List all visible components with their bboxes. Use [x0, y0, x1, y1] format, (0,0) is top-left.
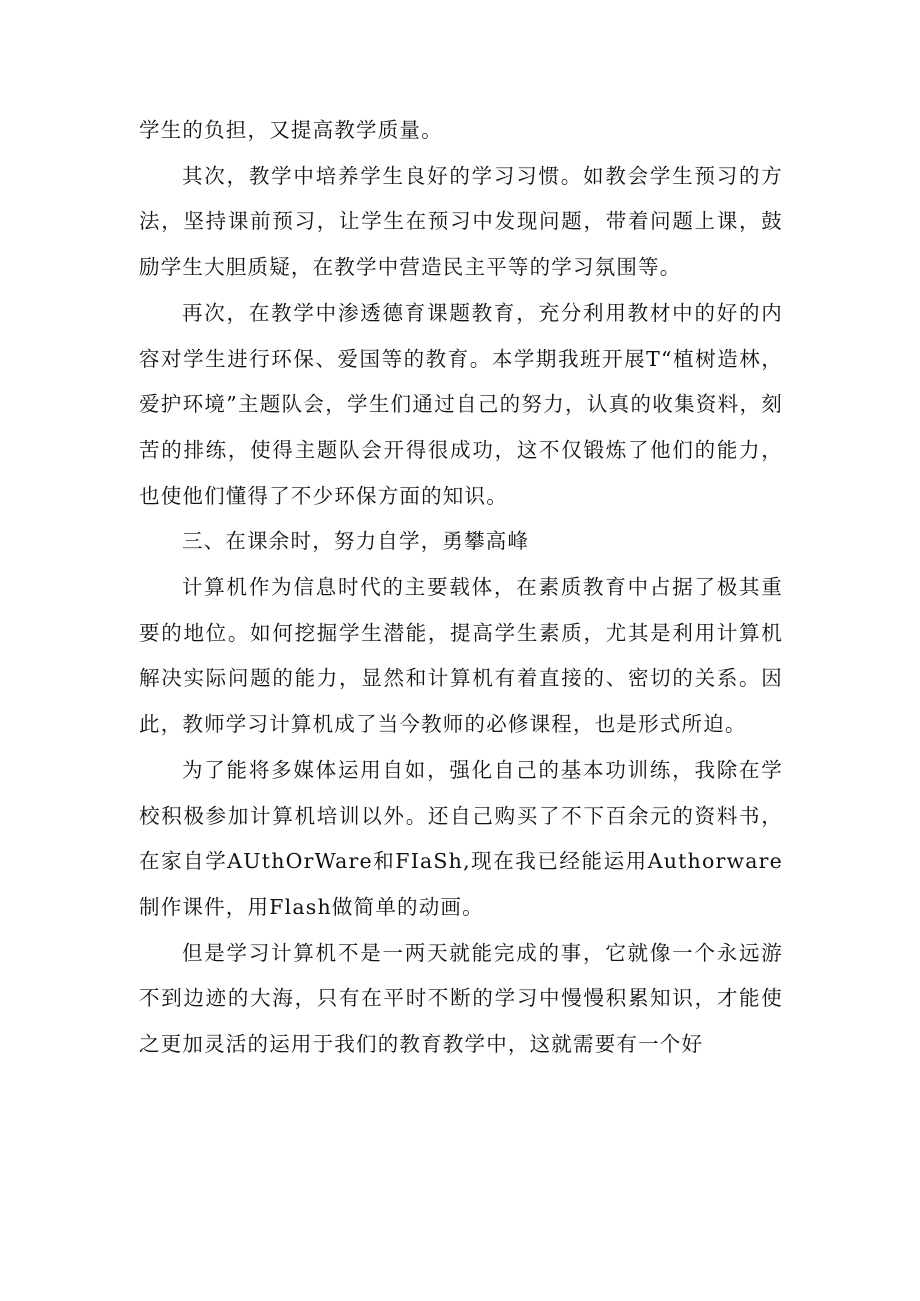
paragraph-6: 但是学习计算机不是一两天就能完成的事，它就像一个永远游不到边迹的大海，只有在平时不断的学习中慢慢积累知识，才能使之更加灵活的运用于我们的教育教学中，这就需要有一个好	[139, 940, 783, 1057]
paragraph-5: 为了能将多媒体运用自如，强化自己的基本功训练，我除在学校积极参加计算机培训以外。还自己购买了不下百余元的资料书，在家自学AUthOrWare和FIaSh,现在我已经能运用Authorware制作课件，用Flash做简单的动画。	[139, 757, 783, 919]
section-heading: 三、在课余时，努力自学，勇攀高峰	[182, 529, 530, 554]
paragraph-2: 其次，教学中培养学生良好的学习习惯。如教会学生预习的方法，坚持课前预习，让学生在预习中发现问题，带着问题上课，鼓励学生大胆质疑，在教学中营造民主平等的学习氛围等。	[139, 163, 783, 280]
document-body	[139, 108, 783, 1068]
paragraph-1: 学生的负担，又提高教学质量。	[139, 118, 443, 142]
paragraph-4: 计算机作为信息时代的主要载体，在素质教育中占据了极其重要的地位。如何挖掘学生潜能，提高学生素质，尤其是利用计算机解决实际问题的能力，显然和计算机有着直接的、密切的关系。因此，教师学习计算机成了当今教师的必修课程，也是形式所迫。	[139, 575, 783, 737]
paragraph-3: 再次，在教学中渗透德育课题教育，充分利用教材中的好的内容对学生进行环保、爱国等的教育。本学期我班开展T“植树造林，爱护环境”主题队会，学生们通过自己的努力，认真的收集资料，刻苦的排练，使得主题队会开得很成功，这不仅锻炼了他们的能力，也使他们懂得了不少环保方面的知识。	[139, 300, 783, 508]
